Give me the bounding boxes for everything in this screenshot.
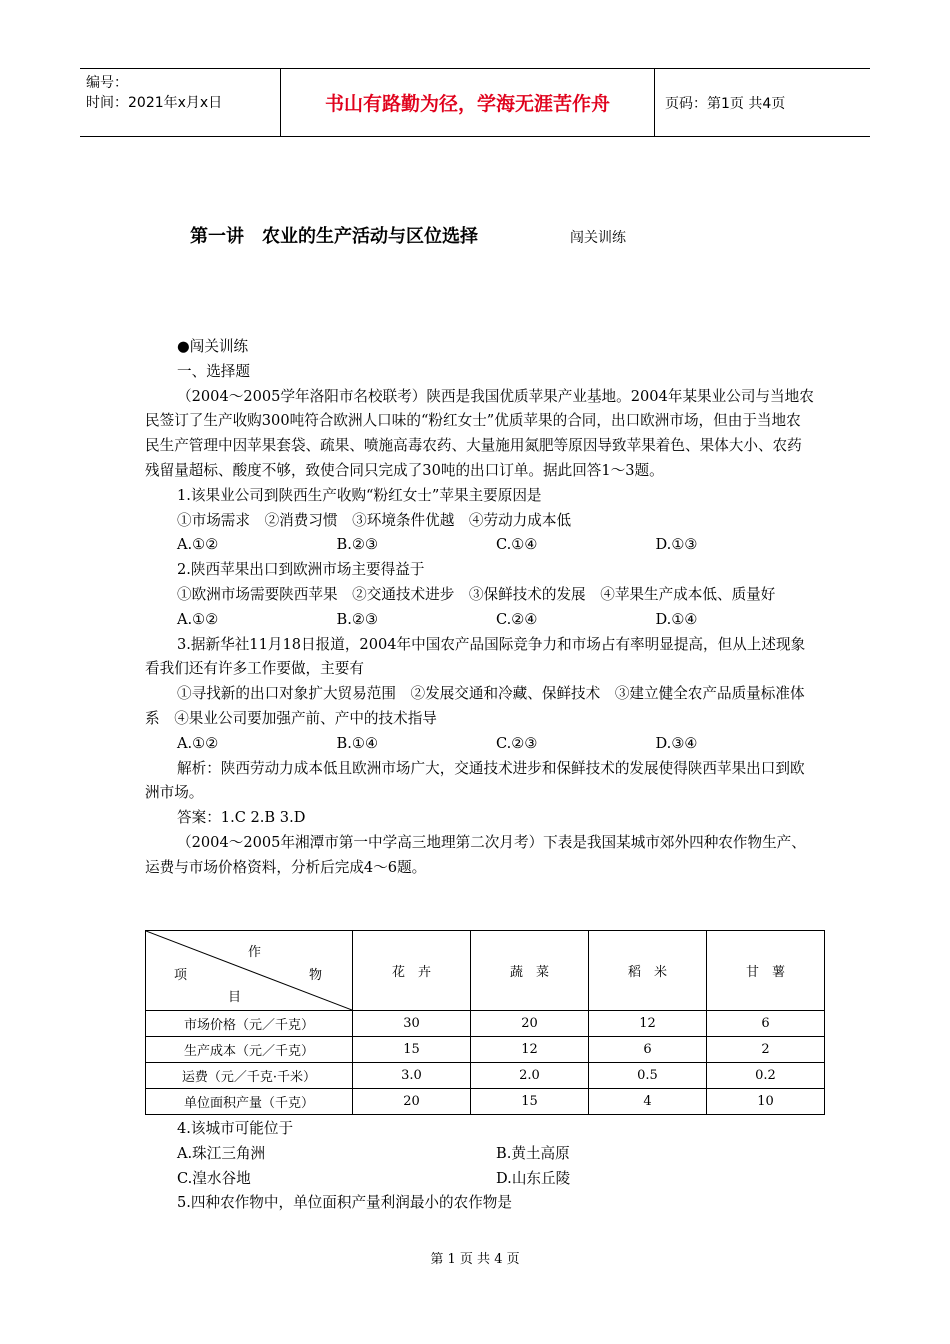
option-c: C.①④ (496, 536, 538, 554)
question-3-stem: 3.据新华社11月18日报道，2004年中国农产品国际竞争力和市场占有率明显提高，但从上述现象看我们还有许多工作要做，主要有 (145, 635, 806, 678)
section-subheading: 一、选择题 (177, 362, 250, 380)
question-4-options-row-2 (145, 1167, 815, 1192)
question-3-options (145, 732, 815, 757)
corner-label-right: 物 (308, 968, 322, 983)
intro-paragraph-1: （2004～2005学年洛阳市名校联考）陕西是我国优质苹果产业基地。2004年某果业公司与当地农民签订了生产收购300吨符合欧洲人口味的“粉红女士”优质苹果的合同，出口欧洲市场，但由于当地农民生产管理中因苹果套袋、疏果、喷施高毒农药、大量施用氮肥等原因导致苹果着色、果体大小、农药残留量超标、酸度不够，致使合同只完成了30吨的出口订单。据此回答1～3题。 (145, 387, 814, 479)
option-c: C.②④ (496, 610, 538, 628)
document-title: 第一讲 农业的生产活动与区位选择 (190, 226, 478, 247)
header-left (86, 73, 222, 113)
crop-data-table (145, 930, 825, 1115)
table-row (146, 1011, 825, 1037)
table-row (146, 1063, 825, 1089)
answer-text: 答案：1.C 2.B 3.D (177, 809, 306, 827)
question-4-stem: 4.该城市可能位于 (177, 1120, 294, 1137)
table-cell: 4 (589, 1089, 707, 1115)
document-subtitle: 闯关训练 (570, 230, 626, 246)
option-a: A.①② (177, 734, 219, 752)
document-number-label: 编号： (86, 75, 128, 91)
row-label: 运费（元／千克·千米） (146, 1063, 353, 1089)
column-header: 甘 薯 (707, 931, 825, 1011)
table-cell: 20 (353, 1089, 471, 1115)
question-2-options (145, 608, 815, 633)
column-header: 蔬 菜 (471, 931, 589, 1011)
option-a: A.①② (177, 610, 219, 628)
row-label: 单位面积产量（千克） (146, 1089, 353, 1115)
corner-label-top: 作 (248, 945, 262, 960)
table-cell: 15 (353, 1037, 471, 1063)
table-cell: 3.0 (353, 1063, 471, 1089)
table-cell: 0.5 (589, 1063, 707, 1089)
table-cell: 20 (471, 1011, 589, 1037)
header-page-info: 页码：第1页 共4页 (665, 95, 786, 112)
header-motto: 书山有路勤为径，学海无涯苦作舟 (280, 69, 655, 136)
question-4-options-row-1 (145, 1142, 815, 1167)
intro-paragraph-2: （2004～2005年湘潭市第一中学高三地理第二次月考）下表是我国某城市郊外四种农作物生产、运费与市场价格资料，分析后完成4～6题。 (145, 833, 806, 876)
row-label: 市场价格（元／千克） (146, 1011, 353, 1037)
question-3-items: ①寻找新的出口对象扩大贸易范围 ②发展交通和冷藏、保鲜技术 ③建立健全农产品质量标准体系 ④果业公司要加强产前、产中的技术指导 (145, 685, 805, 727)
analysis-text: 解析：陕西劳动力成本低且欧洲市场广大，交通技术进步和保鲜技术的发展使得陕西苹果出口到欧洲市场。 (145, 759, 805, 802)
option-d: D.③④ (655, 734, 698, 752)
table-cell: 6 (707, 1011, 825, 1037)
document-body (145, 335, 815, 881)
corner-label-left: 项 (174, 968, 188, 983)
option-b: B.②③ (336, 610, 379, 628)
option-b: B.①④ (336, 734, 379, 752)
option-b: B.②③ (336, 536, 379, 554)
question-2-stem: 2.陕西苹果出口到欧洲市场主要得益于 (177, 561, 425, 579)
table-cell: 30 (353, 1011, 471, 1037)
table-cell: 12 (471, 1037, 589, 1063)
table-cell: 6 (589, 1037, 707, 1063)
table-header-row (146, 931, 825, 1011)
option-d: D.①③ (655, 536, 698, 554)
table-cell: 0.2 (707, 1063, 825, 1089)
table-row (146, 1037, 825, 1063)
document-time-label: 时间：2021年x月x日 (86, 95, 223, 111)
option-d: D.①④ (655, 610, 698, 628)
question-1-options (145, 533, 815, 558)
option-a: A.①② (177, 536, 219, 554)
question-2-items: ①欧洲市场需要陕西苹果 ②交通技术进步 ③保鲜技术的发展 ④苹果生产成本低、质量好 (177, 585, 776, 603)
column-header: 花 卉 (353, 931, 471, 1011)
option-b: B.黄土高原 (496, 1144, 570, 1162)
question-1-stem: 1.该果业公司到陕西生产收购“粉红女士”苹果主要原因是 (177, 486, 542, 504)
corner-label-bottom: 目 (228, 990, 242, 1005)
row-label: 生产成本（元／千克） (146, 1037, 353, 1063)
column-header: 稻 米 (589, 931, 707, 1011)
table-cell: 12 (589, 1011, 707, 1037)
option-c: C.②③ (496, 734, 538, 752)
page-header (80, 68, 870, 137)
table-row (146, 1089, 825, 1115)
table-cell: 10 (707, 1089, 825, 1115)
option-c: C.湟水谷地 (177, 1169, 251, 1187)
question-1-items: ①市场需求 ②消费习惯 ③环境条件优越 ④劳动力成本低 (177, 511, 572, 529)
table-cell: 2 (707, 1037, 825, 1063)
document-body-continued (145, 1117, 815, 1216)
option-a: A.珠江三角洲 (177, 1144, 266, 1162)
table-corner-cell (146, 931, 353, 1011)
table-cell: 15 (471, 1089, 589, 1115)
question-5-stem: 5.四种农作物中，单位面积产量利润最小的农作物是 (177, 1194, 512, 1212)
table-cell: 2.0 (471, 1063, 589, 1089)
page-footer: 第 1 页 共 4 页 (430, 1252, 520, 1267)
option-d: D.山东丘陵 (496, 1169, 571, 1187)
section-heading: ●闯关训练 (177, 338, 249, 355)
